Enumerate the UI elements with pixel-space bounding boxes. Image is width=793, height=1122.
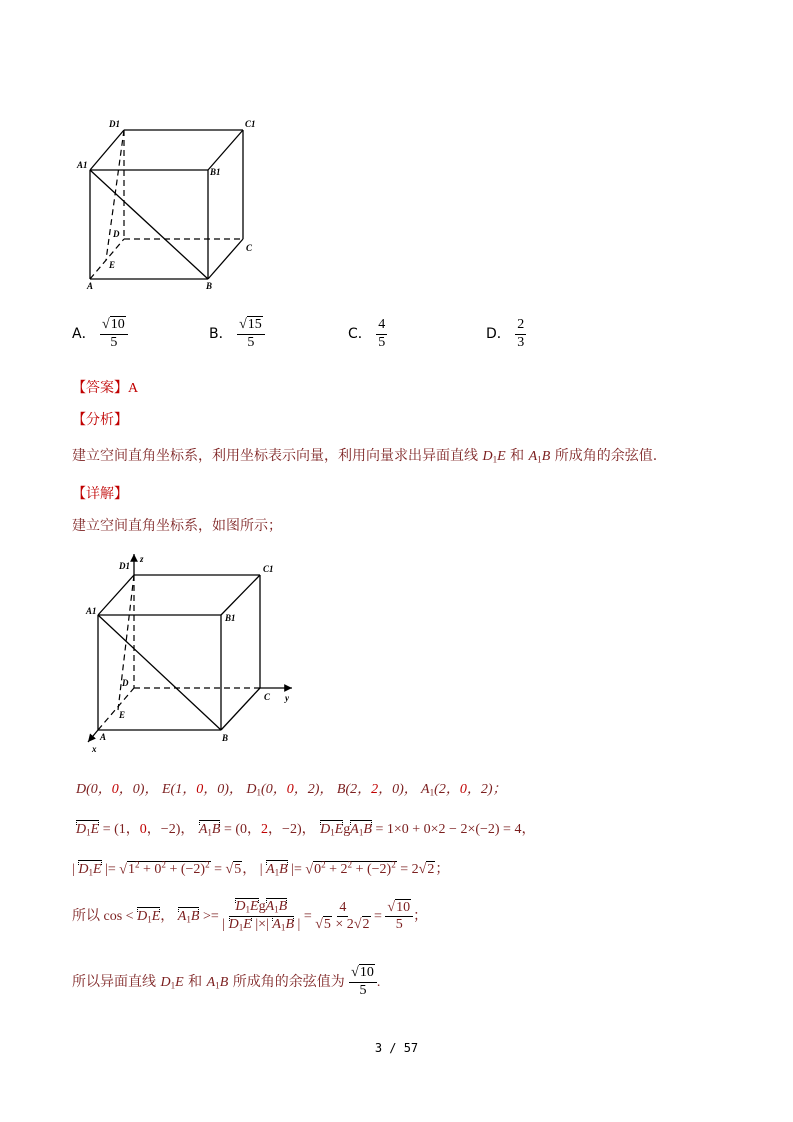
option-c: C． $\frac{4}{5}$ (348, 317, 386, 350)
label2-A: A (100, 732, 107, 742)
label-A1: A1 (77, 160, 88, 170)
label2-D: D (122, 678, 129, 688)
cube-figure-1 (76, 115, 266, 295)
label2-C1: C1 (263, 564, 274, 574)
label2-A1: A1 (86, 606, 97, 616)
label2-C: C (264, 692, 271, 702)
label-C: C (246, 243, 253, 253)
option-b: B． $\frac{√15}{5}$ (209, 318, 265, 350)
option-d: D． $\frac{2}{3}$ (486, 317, 525, 350)
detail-intro: 建立空间直角坐标系，如图所示； (72, 518, 282, 534)
coordinates-line: D(0，0，0)， E(1，0，0)， $D_1(0$，0，2)， B(2，2，0)， $A_1(2$，0，2)； (76, 781, 507, 798)
label2-B: B (222, 733, 229, 743)
option-a: A． $\frac{√10}{5}$ (72, 318, 128, 350)
cosine-line: 所以 $\cos < D_1E$， $A_1B$ >= $\frac{D_1EgA_1B}{| D_1E |\times| A_1B |}$ = $\frac{4}{√5 \times 2√2}$ = $\frac{√10}{5}$ ； (72, 899, 428, 933)
label-A: A (87, 281, 94, 291)
label2-z: z (140, 554, 144, 564)
answer-value: A (128, 381, 139, 396)
label2-D1: D1 (119, 561, 130, 571)
answer-line (72, 377, 138, 397)
vectors-line: $D_1E = (1$，0，−2)， $A_1B = (0$，2，−2)， $D_1EgA_1B = 1\times 0 + 0\times 2 - 2\times(-2) = 4$， (76, 821, 536, 838)
page-number: 3 / 57 (374, 1041, 419, 1055)
magnitudes-line: | $D_1E$ |= $√1^2 + 0^2 + (-2)^2 = √5$， | $A_1B$ |= $√0^2 + 2^2 + (-2)^2 = 2√2$； (72, 859, 450, 878)
label2-y: y (285, 693, 289, 703)
label-E: E (109, 260, 116, 270)
label-B: B (206, 281, 213, 291)
label-B1: B1 (210, 167, 221, 177)
answer-tag: 【答案】 (72, 380, 128, 396)
label-D1: D1 (109, 119, 120, 129)
label2-B1: B1 (225, 613, 236, 623)
cube-figure-2 (78, 548, 308, 758)
detail-tag: 【详解】 (72, 486, 128, 502)
label-D: D (113, 229, 120, 239)
label2-E: E (119, 710, 126, 720)
analysis-text: 建立空间直角坐标系，利用坐标表示向量，利用向量求出异面直线 $D_1E$ 和 $A_1B$ 所成角的余弦值. (72, 448, 658, 465)
analysis-tag: 【分析】 (72, 412, 128, 428)
conclusion-line: 所以异面直线 $D_1E$ 和 $A_1B$ 所成角的余弦值为 $\frac{√10}{5}$ . (72, 965, 381, 998)
label2-x: x (92, 744, 97, 754)
label-C1: C1 (245, 119, 256, 129)
